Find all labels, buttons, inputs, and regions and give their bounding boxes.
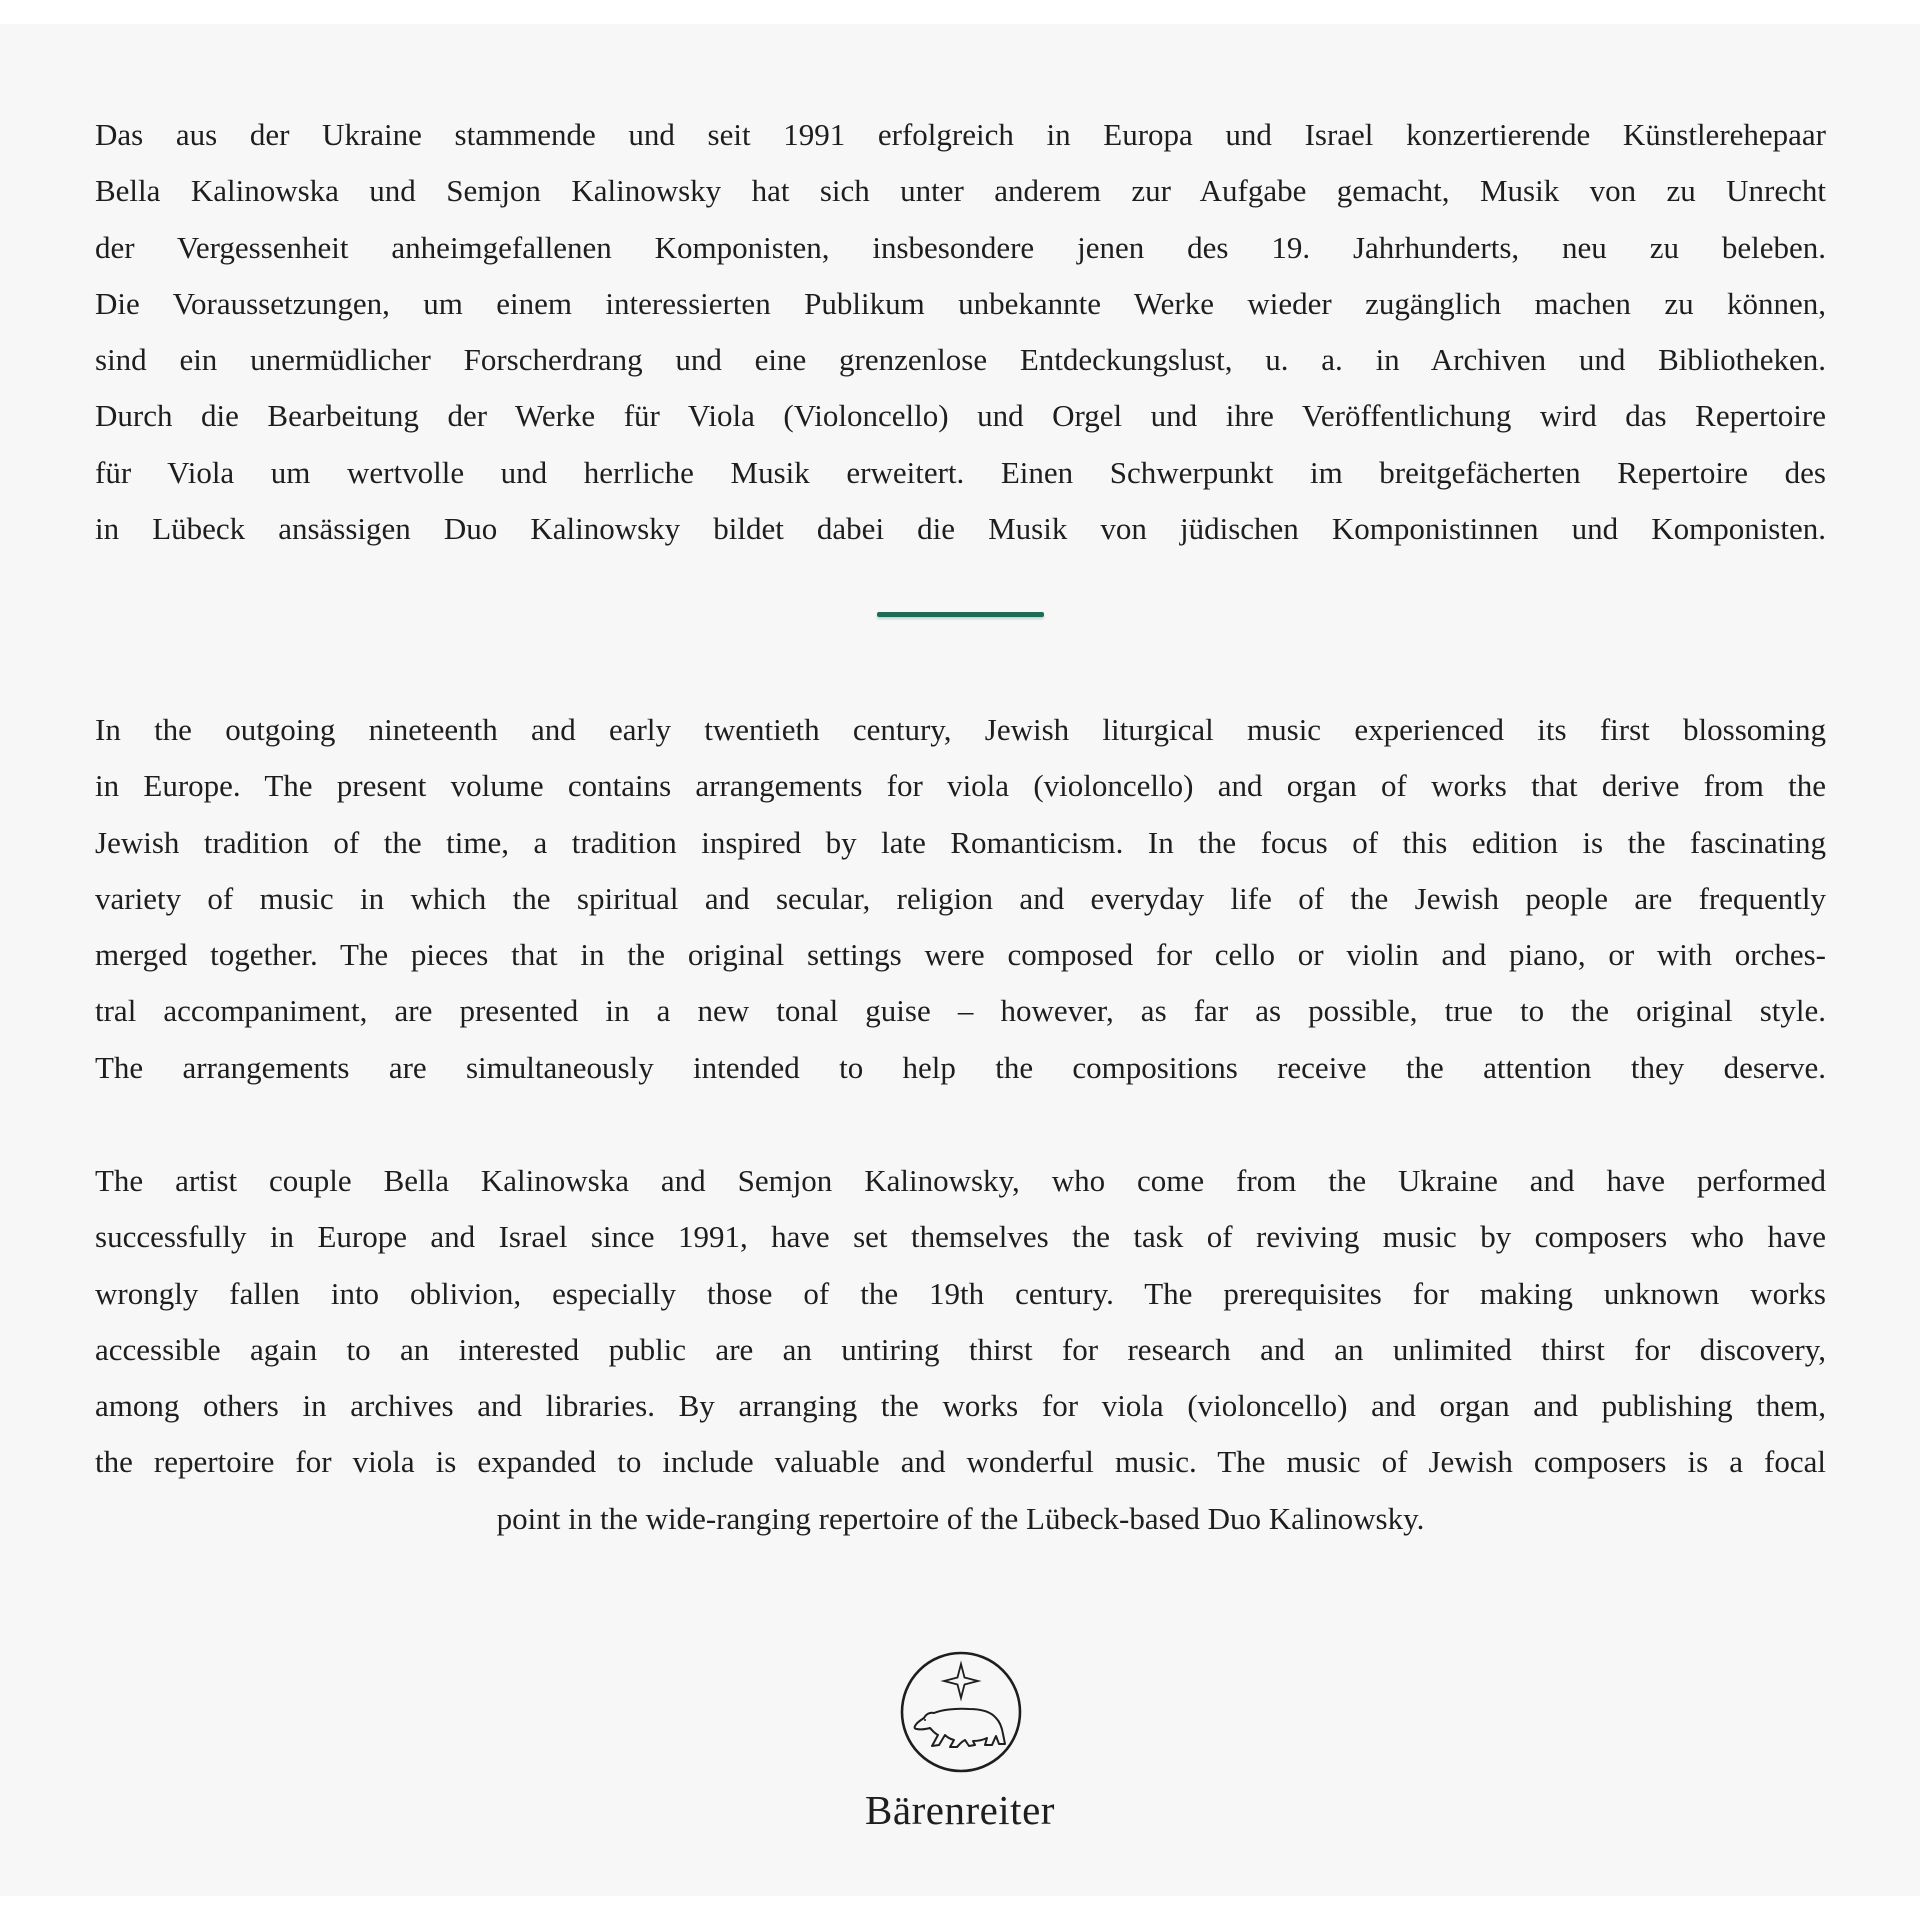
english-paragraph-intro: [95, 702, 1826, 1096]
back-cover-page: [0, 24, 1920, 1896]
paragraph-line: merged together. The pieces that in the original settings were composed for cello or violin and piano, or with orches-: [95, 937, 1826, 973]
paragraph-line: point in the wide-ranging repertoire of the Lübeck-based Duo Kalinowsky.: [496, 1500, 1425, 1536]
paragraph-line: in Europe. The present volume contains arrangements for viola (violoncello) and organ of works that derive from the: [95, 768, 1826, 804]
paragraph-line: für Viola um wertvolle und herrliche Musik erweitert. Einen Schwerpunkt im breitgefächerten Repertoire des: [95, 454, 1826, 490]
paragraph-line: The artist couple Bella Kalinowska and Semjon Kalinowsky, who come from the Ukraine and have performed: [95, 1163, 1826, 1198]
paragraph-line: Die Voraussetzungen, um einem interessierten Publikum unbekannte Werke wieder zugänglich machen zu können,: [95, 285, 1826, 321]
paragraph-line: Jewish tradition of the time, a tradition inspired by late Romanticism. In the focus of this edition is the fascinating: [95, 824, 1826, 860]
paragraph-line: accessible again to an interested public are an untiring thirst for research and an unlimited thirst for discovery,: [95, 1331, 1826, 1367]
english-paragraph-artists: [95, 1153, 1826, 1547]
paragraph-line: The arrangements are simultaneously intended to help the compositions receive the attention they deserve.: [95, 1049, 1826, 1085]
paragraph-line: wrongly fallen into oblivion, especially those of the 19th century. The prerequisites for making unknown works: [95, 1275, 1826, 1311]
paragraph-line: tral accompaniment, are presented in a new tonal guise – however, as far as possible, true to the original style.: [95, 993, 1826, 1029]
paragraph-line: in Lübeck ansässigen Duo Kalinowsky bildet dabei die Musik von jüdischen Komponistinnen und Komponisten.: [95, 511, 1826, 547]
german-paragraph: [95, 107, 1826, 557]
paragraph-line: among others in archives and libraries. By arranging the works for viola (violoncello) and organ and publishing them,: [95, 1388, 1826, 1424]
paragraph-line: Durch die Bearbeitung der Werke für Viola (Violoncello) und Orgel und ihre Veröffentlichung wird das Repertoire: [95, 398, 1826, 434]
bear-and-star-emblem-icon: [899, 1650, 1023, 1774]
paragraph-line: Das aus der Ukraine stammende und seit 1991 erfolgreich in Europa und Israel konzertierende Künstlerehepaar: [95, 117, 1826, 152]
publisher-name: Bärenreiter: [865, 1787, 1055, 1833]
paragraph-line: der Vergessenheit anheimgefallenen Komponisten, insbesondere jenen des 19. Jahrhunderts, neu zu beleben.: [95, 229, 1826, 265]
paragraph-line: In the outgoing nineteenth and early twentieth century, Jewish liturgical music experienced its first blossoming: [95, 712, 1826, 747]
paragraph-line: Bella Kalinowska und Semjon Kalinowsky hat sich unter anderem zur Aufgabe gemacht, Musik von zu Unrecht: [95, 173, 1826, 209]
section-divider: [877, 612, 1044, 617]
paragraph-line: successfully in Europe and Israel since 1991, have set themselves the task of reviving music by composers who have: [95, 1219, 1826, 1255]
paragraph-line: the repertoire for viola is expanded to include valuable and wonderful music. The music of Jewish composers is a focal: [95, 1444, 1826, 1480]
paragraph-line: sind ein unermüdlicher Forscherdrang und eine grenzenlose Entdeckungslust, u. a. in Archiven und Bibliotheken.: [95, 342, 1826, 378]
paragraph-line: variety of music in which the spiritual and secular, religion and everyday life of the Jewish people are frequently: [95, 880, 1826, 916]
